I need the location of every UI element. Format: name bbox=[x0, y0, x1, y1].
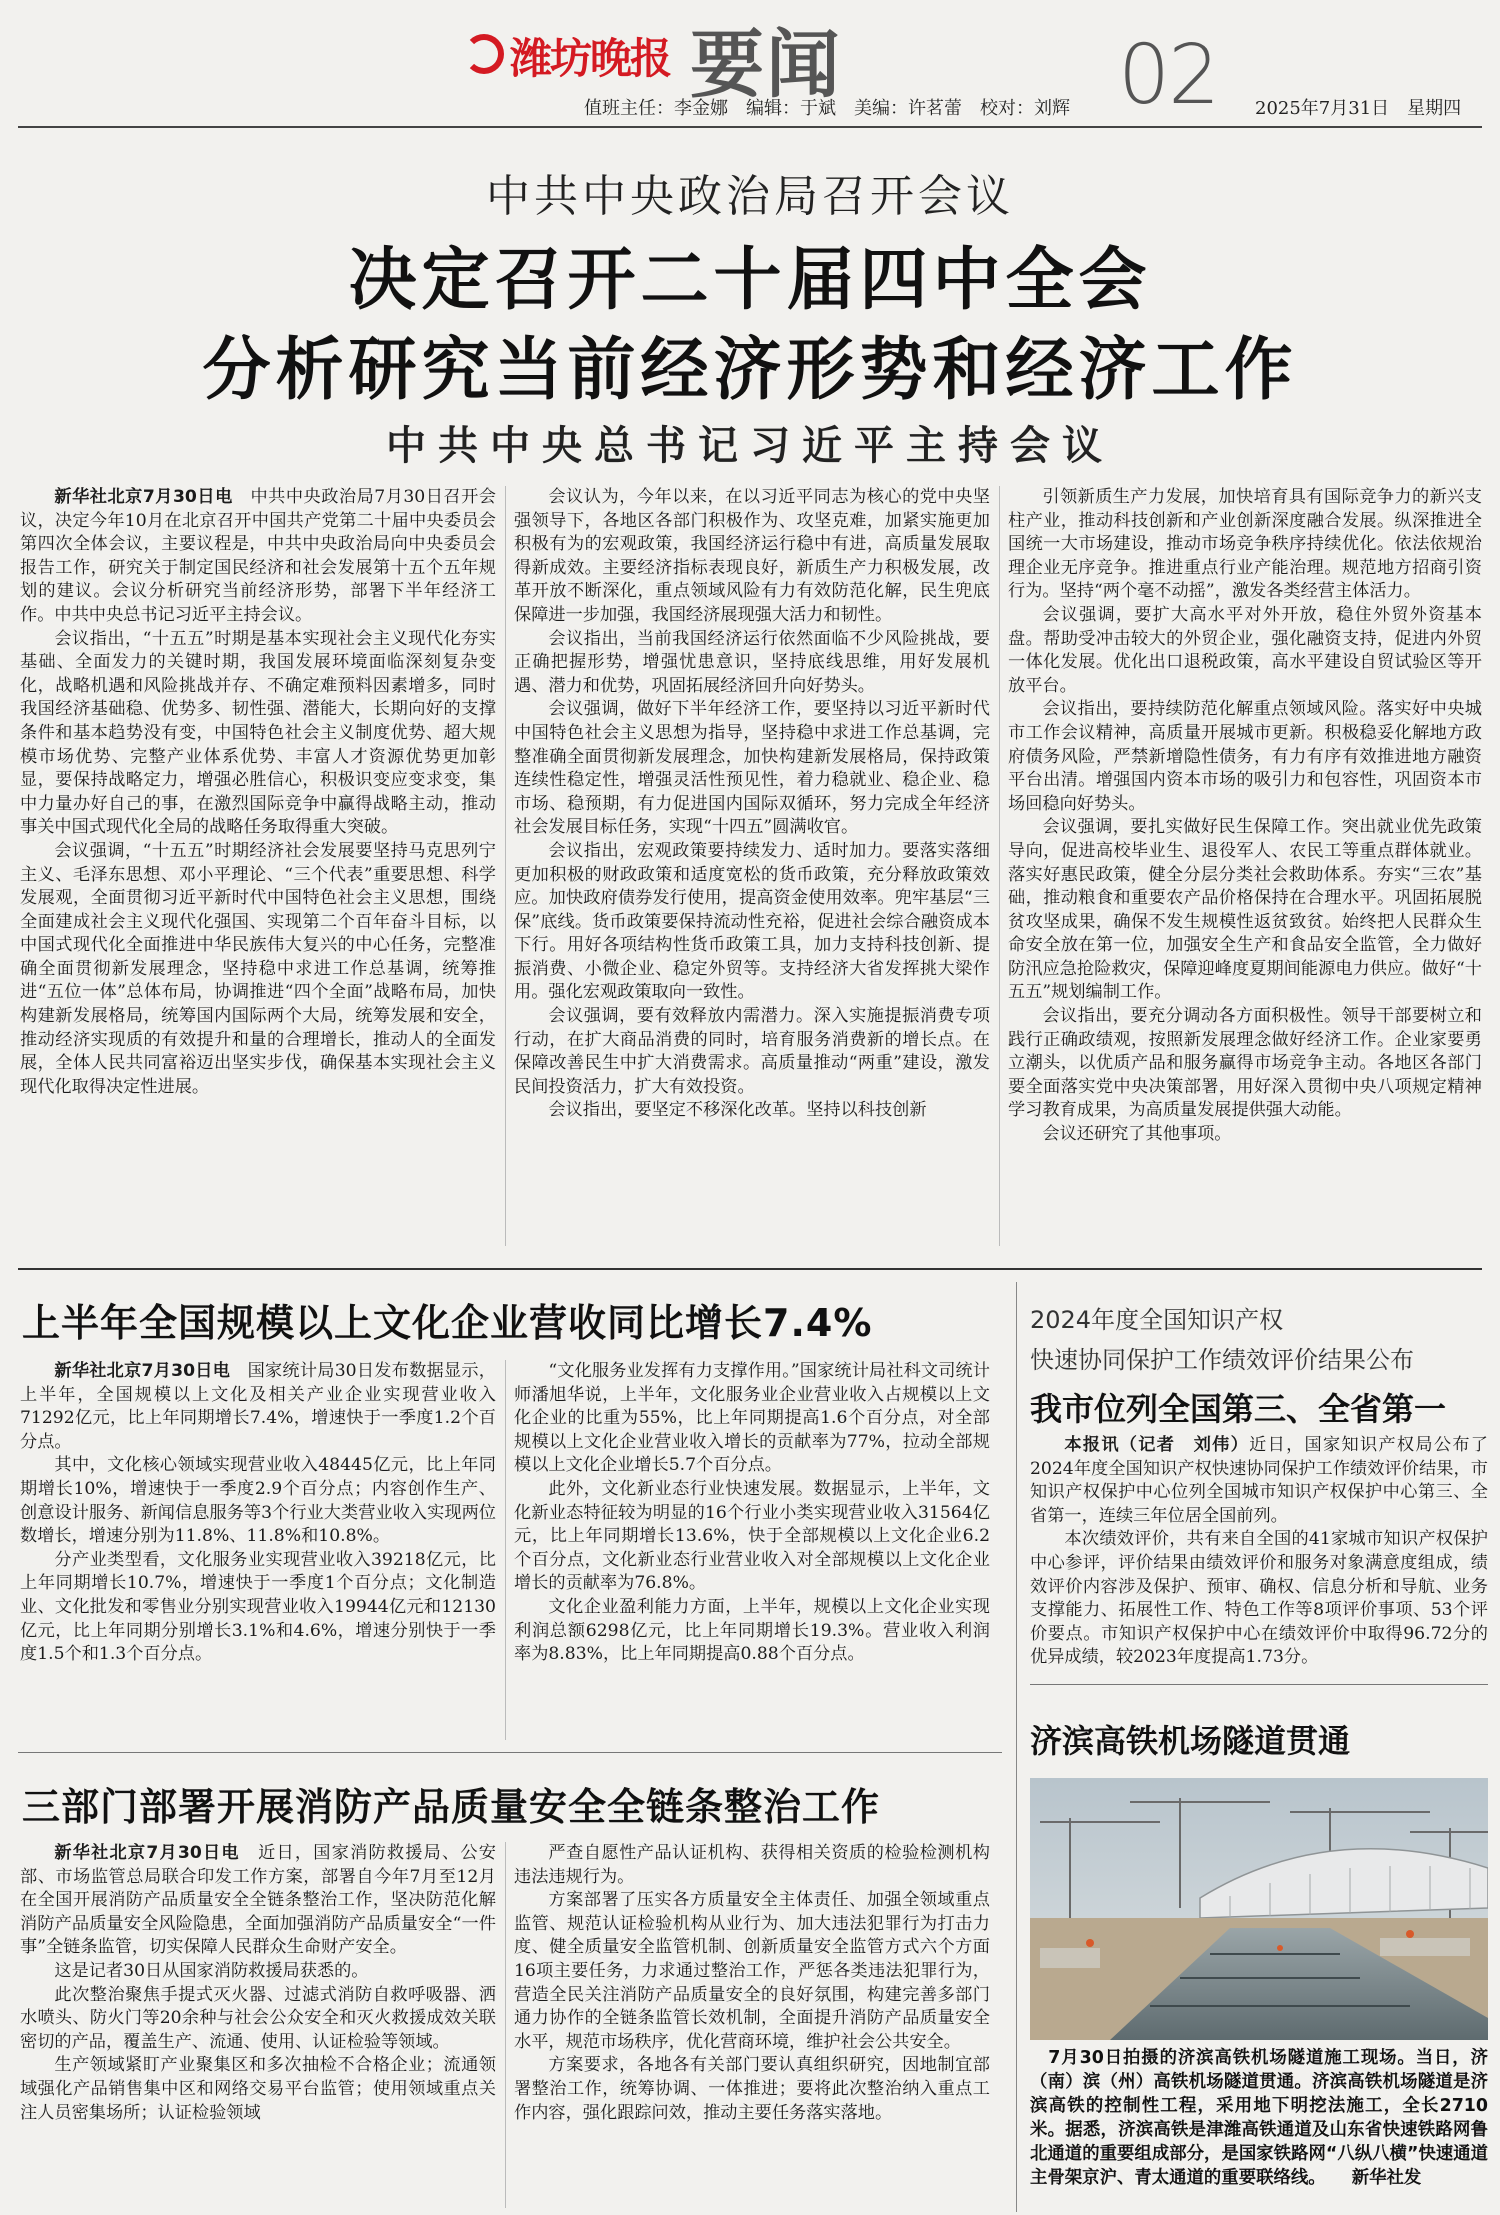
lead-column-2 bbox=[514, 486, 990, 1270]
photo-illustration bbox=[1030, 1778, 1488, 2040]
paragraph: 方案要求，各地各有关部门要认真组织研究，因地制宜部署整治工作，统筹协调、一体推进；要将此次整治纳入重点工作内容，强化跟踪问效，推动主要任务落实落地。 bbox=[514, 2055, 990, 2123]
paragraph: 中共中央政治局7月30日召开会议，决定今年10月在北京召开中国共产党第二十届中央委员会第四次全体会议，主要议程是，中共中央政治局向中央委员会报告工作，研究关于制定国民经济和社会发展第十五个五年规划的建议。会议分析研究当前经济形势，部署下半年经济工作。中共中央总书记习近平主持会议。 bbox=[20, 487, 496, 625]
paragraph: 会议认为，今年以来，在以习近平同志为核心的党中央坚强领导下，各地区各部门积极作为、攻坚克难，加紧实施更加积极有为的宏观政策，我国经济运行稳中有进，高质量发展取得新成效。主要经济指标表现良好，新质生产力积极发展，改革开放不断深化，重点领域风险有力有效防范化解，民生兜底保障进一步加强，我国经济展现强大活力和韧性。 bbox=[514, 487, 990, 625]
culture-headline: 上半年全国规模以上文化企业营收同比增长7.4% bbox=[22, 1301, 873, 1345]
paragraph: 会议指出，宏观政策要持续发力、适时加力。要落实落细更加积极的财政政策和适度宽松的货币政策，充分释放政策效应。加快政府债券发行使用，提高资金使用效率。兜牢基层“三保”底线。货币政策要保持流动性充裕，促进社会综合融资成本下行。用好各项结构性货币政策工具，加力支持科技创新、提振消费、小微企业、稳定外贸等。支持经济大省发挥挑大梁作用。强化宏观政策取向一致性。 bbox=[514, 840, 990, 1003]
paragraph: 生产领域紧盯产业聚集区和多次抽检不合格企业；流通领域强化产品销售集中区和网络交易平台监管；使用领域重点关注人员密集场所；认证检验领域 bbox=[20, 2055, 496, 2123]
paragraph: 此次整治聚焦手提式灭火器、过滤式消防自救呼吸器、洒水喷头、防火门等20余种与社会公众安全和灭火救援成效关联密切的产品，覆盖生产、流通、使用、认证检验等领域。 bbox=[20, 1984, 496, 2052]
section-rule bbox=[18, 1752, 1002, 1753]
fire-column-1 bbox=[20, 1842, 496, 2212]
sidebar-rule bbox=[1030, 1684, 1488, 1685]
paragraph: 会议强调，要扎实做好民生保障工作。突出就业优先政策导向，促进高校毕业生、退役军人、农民工等重点群体就业。落实好惠民政策，健全分层分类社会救助体系。夯实“三农”基础，推动粮食和重要农产品价格保持在合理水平。巩固拓展脱贫攻坚成果，确保不发生规模性返贫致贫。始终把人民群众生命安全放在第一位，加强安全生产和食品安全监管，全力做好防汛应急抢险救灾，保障迎峰度夏期间能源电力供应。做好“十五五”规划编制工作。 bbox=[1008, 817, 1482, 1003]
paragraph: 会议指出，要坚定不移深化改革。坚持以科技创新 bbox=[548, 1100, 927, 1121]
ip-headline: 我市位列全国第三、全省第一 bbox=[1030, 1390, 1447, 1428]
page-number: 02 bbox=[1118, 28, 1219, 123]
paragraph: 会议指出，当前我国经济运行依然面临不少风险挑战，要正确把握形势，增强忧患意识，坚持底线思维，用好发展机遇、潜力和优势，巩固拓展经济回升向好势头。 bbox=[514, 628, 990, 696]
paragraph: 这是记者30日从国家消防救援局获悉的。 bbox=[54, 1960, 369, 1981]
section-title: 要闻 bbox=[690, 22, 842, 108]
newspaper-logo: 潍坊晚报 bbox=[510, 34, 671, 83]
caption-text: 7月30日拍摄的济滨高铁机场隧道施工现场。当日，济（南）滨（州）高铁机场隧道贯通。济滨高铁机场隧道是济滨高铁的控制性工程，采用地下明挖法施工，全长2710米。据悉，济滨高铁是津潍高铁通道及山东省快速铁路网鲁北通道的重要组成部分，是国家铁路网“八纵八横”快速通道主骨架京沪、青太通道的重要联络线。 bbox=[1030, 2048, 1488, 2188]
lead-headline-2: 分析研究当前经济形势和经济工作 bbox=[202, 331, 1298, 410]
paragraph: 会议指出，“十五五”时期是基本实现社会主义现代化夯实基础、全面发力的关键时期，我国发展环境面临深刻复杂变化，战略机遇和风险挑战并存、不确定难预料因素增多，同时我国经济基础稳、优势多、韧性强、潜能大，长期向好的支撑条件和基本趋势没有变，中国特色社会主义制度优势、超大规模市场优势、完整产业体系优势、丰富人才资源优势更加彰显，要保持战略定力，增强必胜信心，积极识变应变求变，集中力量办好自己的事，在激烈国际竞争中赢得战略主动，推动事关中国式现代化全局的战略任务取得重大突破。 bbox=[20, 628, 496, 838]
paragraph: 文化企业盈利能力方面，上半年，规模以上文化企业实现利润总额6298亿元，比上年同期增长19.3%。营业收入利润率为8.83%，比上年同期提高0.88个百分点。 bbox=[514, 1596, 990, 1665]
paragraph: 其中，文化核心领域实现营业收入48445亿元，比上年同期增长10%，增速快于一季度2.9个百分点；内容创作生产、创意设计服务、新闻信息服务等3个行业大类营业收入实现两位数增长，增速分别为11.8%、11.8%和10.8%。 bbox=[20, 1455, 496, 1547]
paragraph: 会议强调，要有效释放内需潜力。深入实施提振消费专项行动，在扩大商品消费的同时，培育服务消费新的增长点。在保障改善民生中扩大消费需求。高质量推动“两重”建设，激发民间投资活力，扩大有效投资。 bbox=[514, 1006, 990, 1097]
paragraph: 本次绩效评价，共有来自全国的41家城市知识产权保护中心参评，评价结果由绩效评价和服务对象满意度组成，绩效评价内容涉及保护、预审、确权、信息分析和导航、业务支撑能力、拓展性工作、特色工作等8项评价事项、53个评价要点。市知识产权保护中心在绩效评价中取得96.72分的优异成绩，较2023年度提高1.73分。 bbox=[1030, 1529, 1488, 1668]
paragraph: 国家统计局30日发布数据显示，上半年，全国规模以上文化及相关产业企业实现营业收入71292亿元，比上年同期增长7.4%，增速快于一季度1.2个百分点。 bbox=[20, 1361, 496, 1452]
section-rule bbox=[18, 1268, 1482, 1270]
photo-credit: 新华社发 bbox=[1351, 2168, 1422, 2188]
sidebar-divider bbox=[1016, 1282, 1017, 2212]
lead-kicker: 中共中央政治局召开会议 bbox=[486, 171, 1014, 222]
dateline: 新华社北京7月30日电 bbox=[54, 487, 233, 507]
column-divider bbox=[505, 486, 506, 1246]
lead-subhead: 中共中央总书记习近平主持会议 bbox=[386, 422, 1114, 469]
dateline: 新华社北京7月30日电 bbox=[54, 1843, 240, 1863]
paragraph: 引领新质生产力发展，加快培育具有国际竞争力的新兴支柱产业，推动科技创新和产业创新深度融合发展。纵深推进全国统一大市场建设，推动市场竞争秩序持续优化。依法依规治理企业无序竞争。推进重点行业产能治理。规范地方招商引资行为。坚持“两个毫不动摇”，激发各类经营主体活力。 bbox=[1008, 487, 1482, 602]
lead-column-1 bbox=[20, 486, 496, 1270]
paragraph: 近日，国家消防救援局、公安部、市场监管总局联合印发工作方案，部署自今年7月至12月在全国开展消防产品质量安全全链条整治工作，坚决防范化解消防产品质量安全风险隐患，全面加强消防产品质量安全“一件事”全链条监管，切实保障人民群众生命财产安全。 bbox=[20, 1843, 496, 1958]
tunnel-construction-photo bbox=[1030, 1778, 1488, 2040]
column-divider bbox=[505, 1360, 506, 1740]
fire-headline: 三部门部署开展消防产品质量安全全链条整治工作 bbox=[22, 1785, 881, 1829]
paragraph: 方案部署了压实各方质量安全主体责任、加强全领域重点监管、规范认证检验机构从业行为、加大违法犯罪行为打击力度、健全质量安全监管机制、创新质量安全监管方式六个方面16项主要任务，力求通过整治工作，严惩各类违法犯罪行为，营造全民关注消防产品质量安全的良好氛围，构建完善多部门通力协作的全链条监管长效机制，全面提升消防产品质量安全水平，规范市场秩序，优化营商环境，维护社会公共安全。 bbox=[514, 1890, 990, 2052]
culture-column-1 bbox=[20, 1360, 496, 1744]
paragraph: 会议还研究了其他事项。 bbox=[1042, 1124, 1232, 1145]
paragraph: 近日，国家知识产权局公布了2024年度全国知识产权快速协同保护工作绩效评价结果，市知识产权保护中心位列全国城市知识产权保护中心第三、全省第一，连续三年位居全国前列。 bbox=[1030, 1435, 1488, 1526]
lead-column-3 bbox=[1008, 486, 1482, 1270]
paragraph: 严查自愿性产品认证机构、获得相关资质的检验检测机构违法违规行为。 bbox=[514, 1843, 990, 1887]
byline: 本报讯（记者 刘伟） bbox=[1064, 1435, 1250, 1455]
paragraph: 会议强调，要扩大高水平对外开放，稳住外贸外资基本盘。帮助受冲击较大的外贸企业，强化融资支持，促进内外贸一体化发展。优化出口退税政策，高水平建设自贸试验区等开放平台。 bbox=[1008, 604, 1482, 696]
paragraph: “文化服务业发挥有力支撑作用。”国家统计局社科文司统计师潘旭华说，上半年，文化服务业企业营业收入占规模以上文化企业的比重为55%，比上年同期提高1.6个百分点，对全部规模以上文化企业营业收入增长的贡献率为77%，拉动全部规模以上文化企业增长5.7个百分点。 bbox=[514, 1361, 990, 1476]
ip-body bbox=[1030, 1434, 1488, 1678]
paragraph: 此外，文化新业态行业快速发展。数据显示，上半年，文化新业态特征较为明显的16个行业小类实现营业收入31564亿元，比上年同期增长13.6%，快于全部规模以上文化企业6.2个百分点，文化新业态行业营业收入对全部规模以上文化企业增长的贡献率为76.8%。 bbox=[514, 1478, 990, 1594]
paragraph: 会议强调，“十五五”时期经济社会发展要坚持马克思列宁主义、毛泽东思想、邓小平理论、“三个代表”重要思想、科学发展观，全面贯彻习近平新时代中国特色社会主义思想，围绕全面建成社会主义现代化强国、实现第二个百年奋斗目标，以中国式现代化全面推进中华民族伟大复兴的中心任务，完整准确全面贯彻新发展理念，坚持稳中求进工作总基调，统筹推进“五位一体”总体布局，协调推进“四个全面”战略布局，加快构建新发展格局，统筹国内国际两个大局，统筹发展和安全，推动经济实现质的有效提升和量的合理增长，推动人的全面发展，全体人民共同富裕迈出坚实步伐，确保基本实现社会主义现代化取得决定性进展。 bbox=[20, 840, 496, 1097]
dateline: 新华社北京7月30日电 bbox=[54, 1361, 231, 1381]
column-divider bbox=[999, 486, 1000, 1246]
ip-kicker-2: 快速协同保护工作绩效评价结果公布 bbox=[1030, 1346, 1414, 1374]
culture-column-2 bbox=[514, 1360, 990, 1744]
logo-icon bbox=[464, 34, 504, 74]
column-divider bbox=[505, 1842, 506, 2208]
paragraph: 会议指出，要充分调动各方面积极性。领导干部要树立和践行正确政绩观，按照新发展理念做好经济工作。企业家要勇立潮头，以优质产品和服务赢得市场竞争主动。各地区各部门要全面落实党中央决策部署，用好深入贯彻中央八项规定精神学习教育成果，为高质量发展提供强大动能。 bbox=[1008, 1006, 1482, 1121]
editor-credits: 值班主任：李金娜 编辑：于斌 美编：许茗蕾 校对：刘辉 bbox=[584, 98, 1070, 119]
lead-headline-1: 决定召开二十届四中全会 bbox=[348, 241, 1152, 320]
ip-kicker-1: 2024年度全国知识产权 bbox=[1030, 1306, 1284, 1334]
issue-date: 2025年7月31日 星期四 bbox=[1255, 98, 1462, 119]
paragraph: 会议强调，做好下半年经济工作，要坚持以习近平新时代中国特色社会主义思想为指导，坚持稳中求进工作总基调，完整准确全面贯彻新发展理念，加快构建新发展格局，保持政策连续性稳定性，增强灵活性预见性，着力稳就业、稳企业、稳市场、稳预期，有力促进国内国际双循环，努力完成全年经济社会发展目标任务，实现“十四五”圆满收官。 bbox=[514, 699, 990, 838]
photo-caption bbox=[1030, 2046, 1488, 2190]
paragraph: 分产业类型看，文化服务业实现营业收入39218亿元，比上年同期增长10.7%，增速快于一季度1个百分点；文化制造业、文化批发和零售业分别实现营业收入19944亿元和12130亿元，比上年同期分别增长3.1%和4.6%，增速分别快于一季度1.5个和1.3个百分点。 bbox=[20, 1549, 496, 1665]
fire-column-2 bbox=[514, 1842, 990, 2212]
paragraph: 会议指出，要持续防范化解重点领域风险。落实好中央城市工作会议精神，高质量开展城市更新。积极稳妥化解地方政府债务风险，严禁新增隐性债务，有力有序有效推进地方融资平台出清。增强国内资本市场的吸引力和包容性，巩固资本市场回稳向好势头。 bbox=[1008, 699, 1482, 814]
masthead-rule bbox=[18, 126, 1482, 128]
rail-headline: 济滨高铁机场隧道贯通 bbox=[1030, 1722, 1351, 1760]
